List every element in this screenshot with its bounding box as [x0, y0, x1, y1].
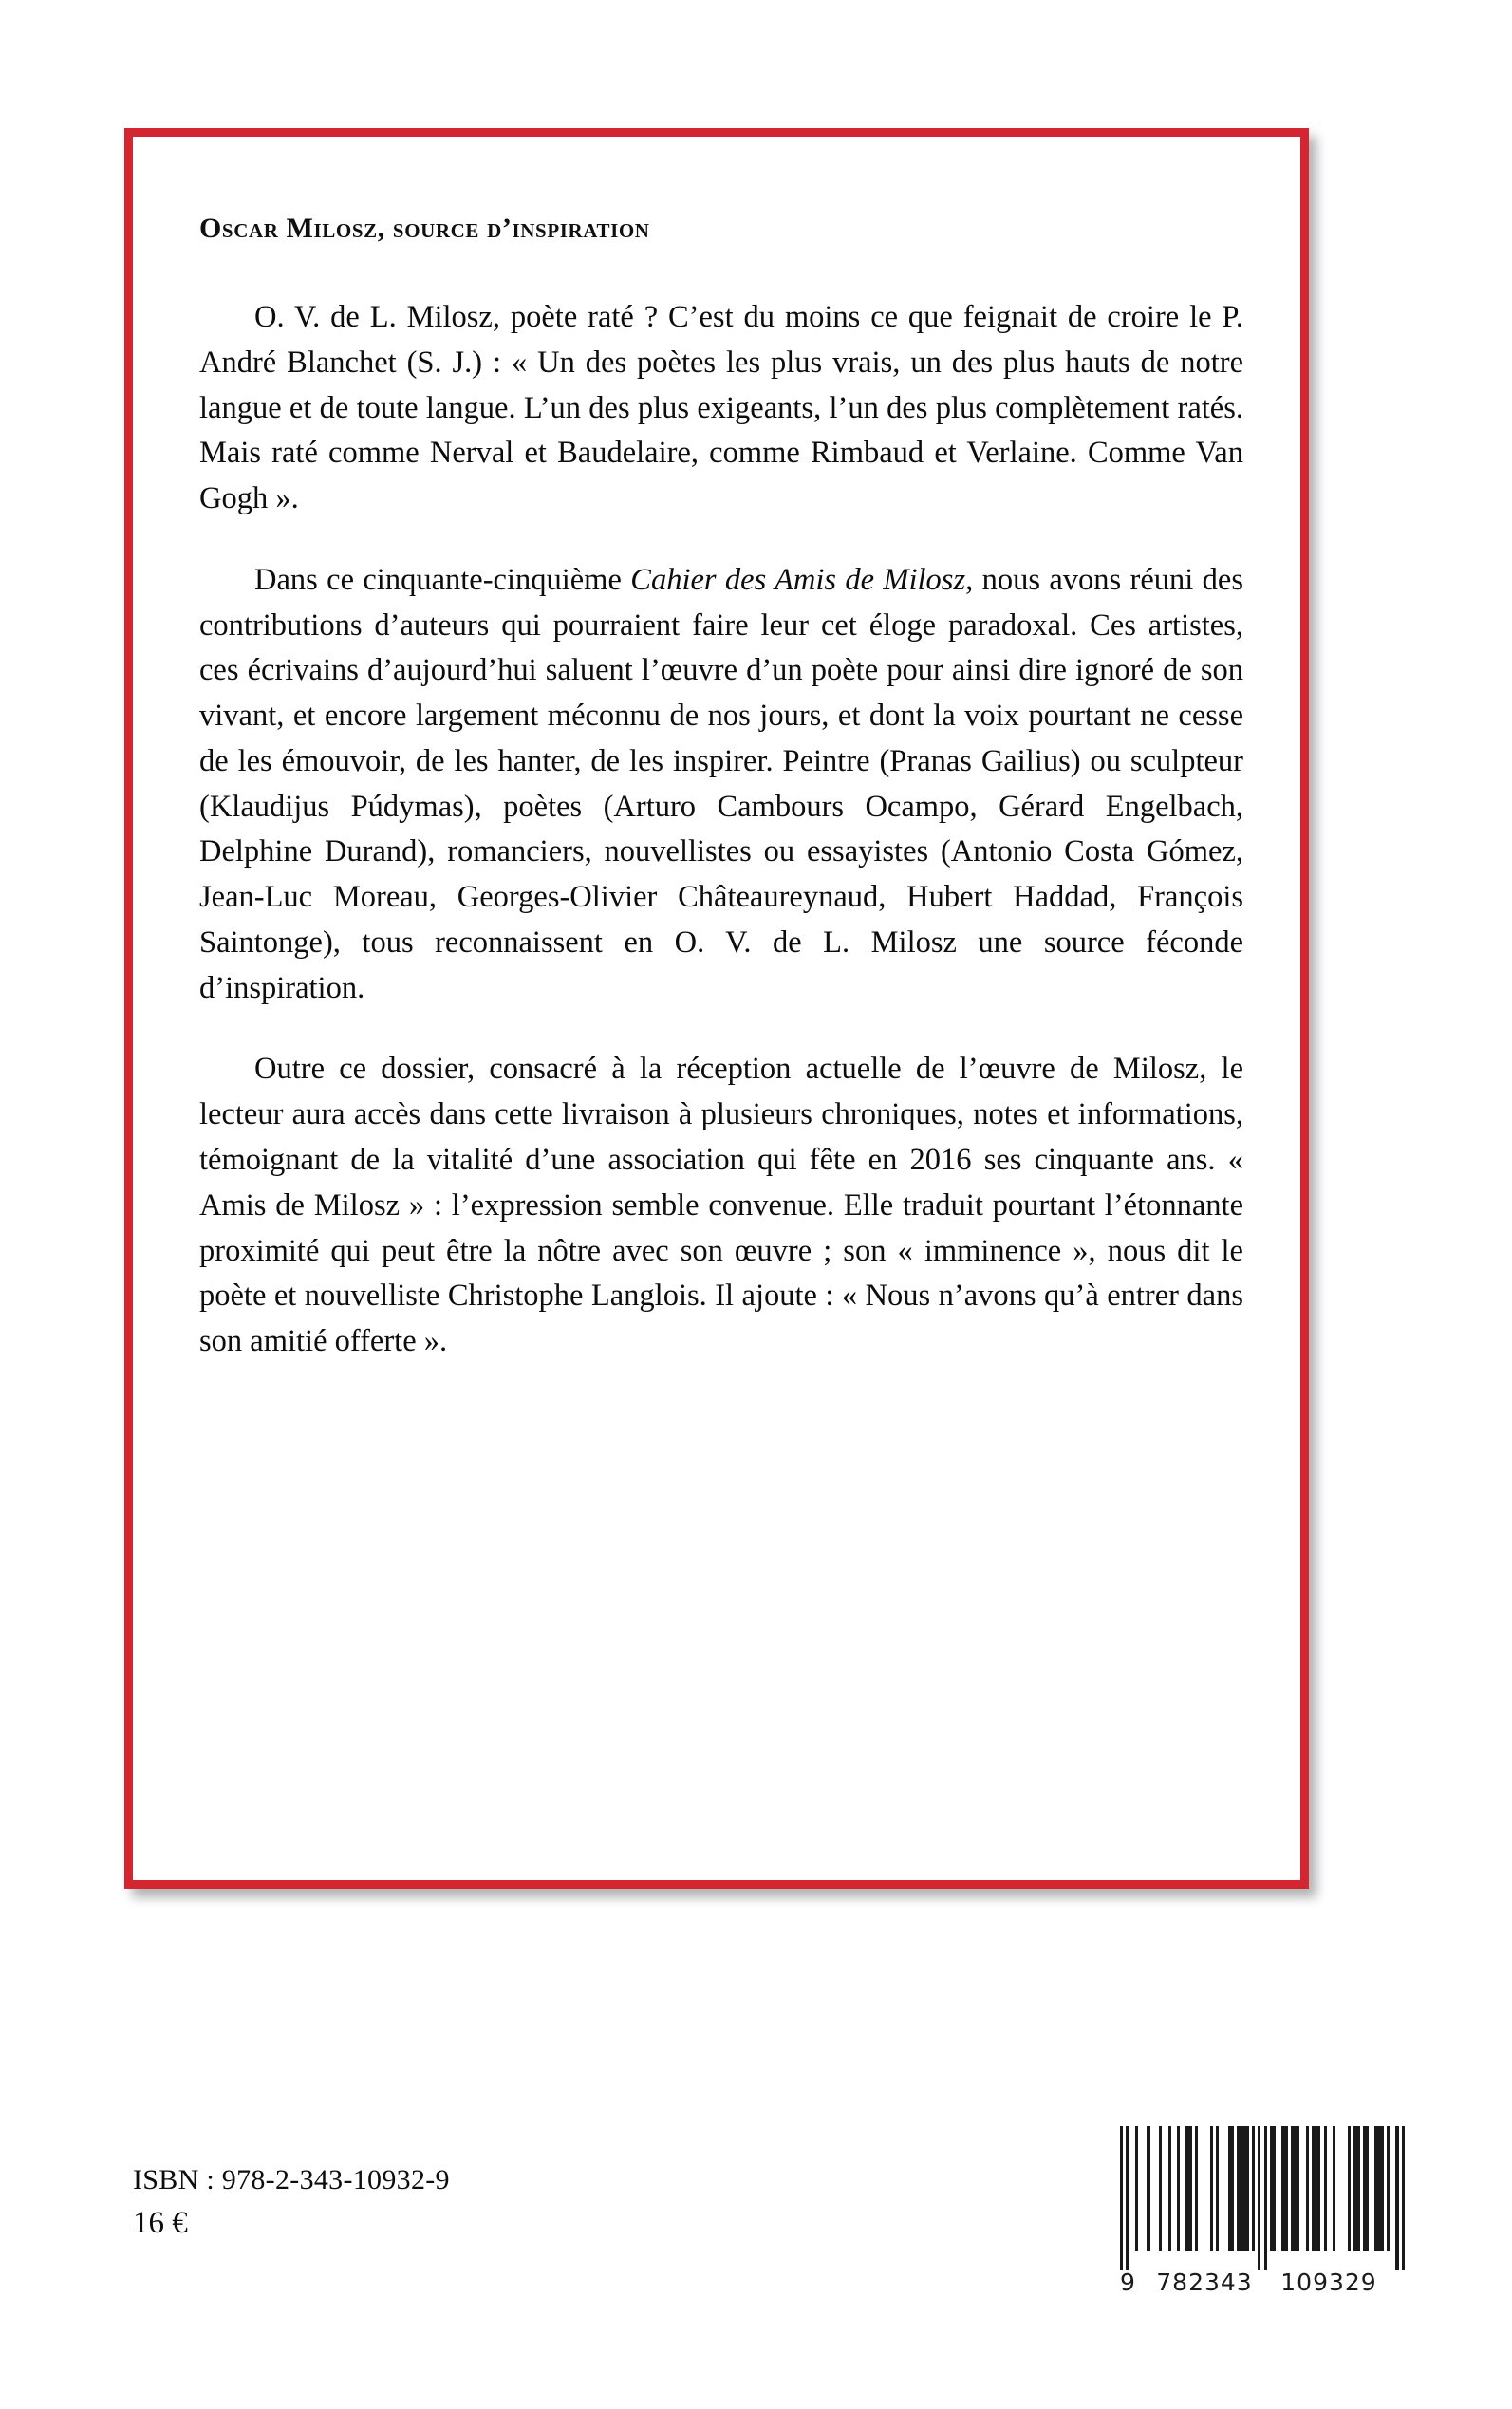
isbn-text: ISBN : 978-2-343-10932-9: [133, 2164, 450, 2195]
ean13-barcode: [1120, 2126, 1405, 2330]
page-title: Oscar Milosz, source d’inspiration: [199, 213, 650, 244]
barcode-space: [1198, 2126, 1210, 2251]
barcode-space: [1335, 2126, 1348, 2251]
isbn-price-group: [133, 2162, 450, 2244]
barcode-space: [1219, 2126, 1227, 2251]
barcode-bar: [1374, 2126, 1383, 2251]
back-cover-panel: [124, 128, 1309, 1889]
price-text: 16 €: [133, 2206, 188, 2241]
barcode-bars: [1120, 2126, 1405, 2270]
barcode-digits: [1120, 2269, 1405, 2296]
barcode-bar: [1291, 2126, 1299, 2251]
barcode-lead-digit: 9: [1120, 2269, 1136, 2296]
barcode-bar: [1402, 2126, 1405, 2270]
barcode-space: [1150, 2126, 1159, 2251]
journal-title-italic: Cahier des Amis de Milosz: [630, 562, 966, 597]
blurb-paragraph-1: O. V. de L. Milosz, poète raté ? C’est du moins ce que feignait de croire le P. André Blanchet (S. J.) : « Un des poètes les plus vrais, un des plus hauts de notre langue et de toute langue. L’un des plus exigeants, l’un des plus complètement ratés. Mais raté comme Nerval et Baudelaire, comme Rimbaud et Verlaine. Comme Van Gogh ».: [199, 300, 1243, 516]
paragraph-2-tail-text: , nous avons réuni des contributions d’auteurs qui pourraient faire leur cet éloge paradoxal. Ces artistes, ces écrivains d’aujourd’hui saluent l’œuvre d’un poète pour ainsi dire ignoré de son vivant, et encore largement méconnu de nos jours, et dont la voix pourtant ne cesse de les émouvoir, de les hanter, de les inspirer. Peintre (Pranas Gailius) ou sculpteur (Klaudijus Púdymas), poètes (Arturo Cambours Ocampo, Gérard Engelbach, Delphine Durand), romanciers, nouvellistes ou essayistes (Antonio Costa Gómez, Jean-Luc Moreau, Georges-Olivier Châteaureynaud, Hubert Haddad, François Saintonge), tous reconnaissent en O. V. de L. Milosz une source féconde d’inspiration.: [199, 562, 1243, 1005]
paragraph-2-lead-text: Dans ce cinquante-cinquième: [254, 562, 631, 597]
blurb-paragraph-2: [199, 558, 1243, 1012]
back-cover-content: [133, 137, 1300, 1880]
barcode-right-group: 109329: [1280, 2269, 1377, 2296]
barcode-bar: [1312, 2126, 1320, 2251]
barcode-left-group: 782343: [1156, 2269, 1253, 2296]
blurb-paragraph-3: Outre ce dossier, consacré à la réception actuelle de l’œuvre de Milosz, le lecteur aura accès dans cette livraison à plusieurs chroniques, notes et informations, témoignant de la vitalité d’une association qui fête en 2016 ses cinquante ans. « Amis de Milosz » : l’expression semble convenue. Elle traduit pourtant l’étonnante proximité qui peut être la nôtre avec son œuvre ; son « imminence », nous dit le poète et nouvelliste Christophe Langlois. Il ajoute : « Nous n’avons qu’à entrer dans son amitié offerte ».: [199, 1052, 1243, 1359]
barcode-bar: [1237, 2126, 1249, 2251]
barcode-space: [1138, 2126, 1147, 2251]
back-cover-footer: [0, 2126, 1512, 2409]
